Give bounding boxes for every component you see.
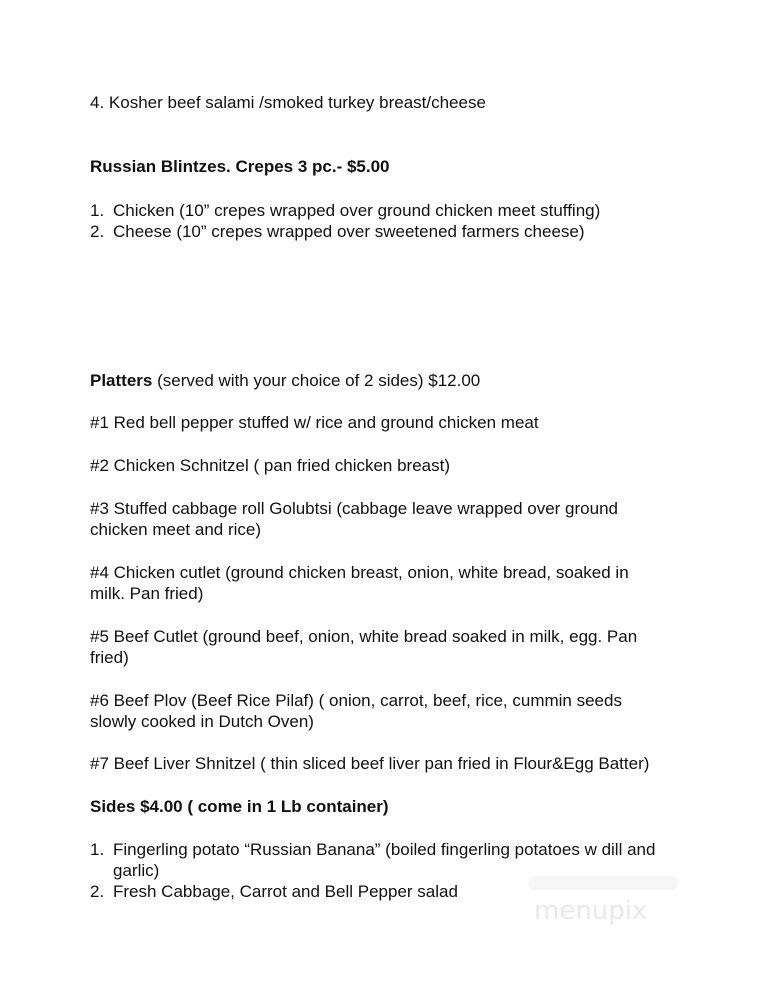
platter-item-3-line-1: #3 Stuffed cabbage roll Golubtsi (cabbage leave wrapped over ground <box>90 499 618 518</box>
blintz-item-1 <box>90 200 600 221</box>
platters-note: (served with your choice of 2 sides) $12.00 <box>152 371 481 390</box>
sides-heading: Sides $4.00 ( come in 1 Lb container) <box>90 797 389 816</box>
side-item-1-line-2: garlic) <box>113 861 160 880</box>
list-number: 2. <box>90 222 105 241</box>
list-text: Cheese (10” crepes wrapped over sweetened farmers cheese) <box>113 222 585 241</box>
blintz-item-2 <box>90 221 585 242</box>
salami-line: 4. Kosher beef salami /smoked turkey breast/cheese <box>90 93 486 112</box>
list-number: 1. <box>90 201 105 220</box>
platter-item-3-line-2: chicken meet and rice) <box>90 520 262 539</box>
platter-item-6-line-2: slowly cooked in Dutch Oven) <box>90 712 314 731</box>
platter-item-4-line-2: milk. Pan fried) <box>90 584 204 603</box>
platter-item-5-line-2: fried) <box>90 648 129 667</box>
side-item-1-line-1 <box>90 839 655 860</box>
platter-item-2: #2 Chicken Schnitzel ( pan fried chicken breast) <box>90 456 451 475</box>
platter-item-4-line-1: #4 Chicken cutlet (ground chicken breast, onion, white bread, soaked in <box>90 563 629 582</box>
platter-item-5-line-1: #5 Beef Cutlet (ground beef, onion, white bread soaked in milk, egg. Pan <box>90 627 638 646</box>
platter-item-7: #7 Beef Liver Shnitzel ( thin sliced beef liver pan fried in Flour&Egg Batter) <box>90 754 650 773</box>
list-number: 1. <box>90 840 105 859</box>
list-text: Fingerling potato “Russian Banana” (boiled fingerling potatoes w dill and <box>113 840 656 859</box>
watermark-logo: menupix <box>534 896 648 926</box>
list-text: Fresh Cabbage, Carrot and Bell Pepper salad <box>113 882 458 901</box>
platter-item-6-line-1: #6 Beef Plov (Beef Rice Pilaf) ( onion, carrot, beef, rice, cummin seeds <box>90 691 622 710</box>
list-text: Chicken (10” crepes wrapped over ground chicken meet stuffing) <box>113 201 601 220</box>
watermark-smudge <box>528 876 678 890</box>
blintzes-heading: Russian Blintzes. Crepes 3 pc.- $5.00 <box>90 157 390 176</box>
list-number: 2. <box>90 882 105 901</box>
platter-item-1: #1 Red bell pepper stuffed w/ rice and ground chicken meat <box>90 413 539 432</box>
side-item-2 <box>90 881 458 902</box>
platters-heading-line <box>90 370 480 391</box>
platters-heading: Platters <box>90 371 153 390</box>
